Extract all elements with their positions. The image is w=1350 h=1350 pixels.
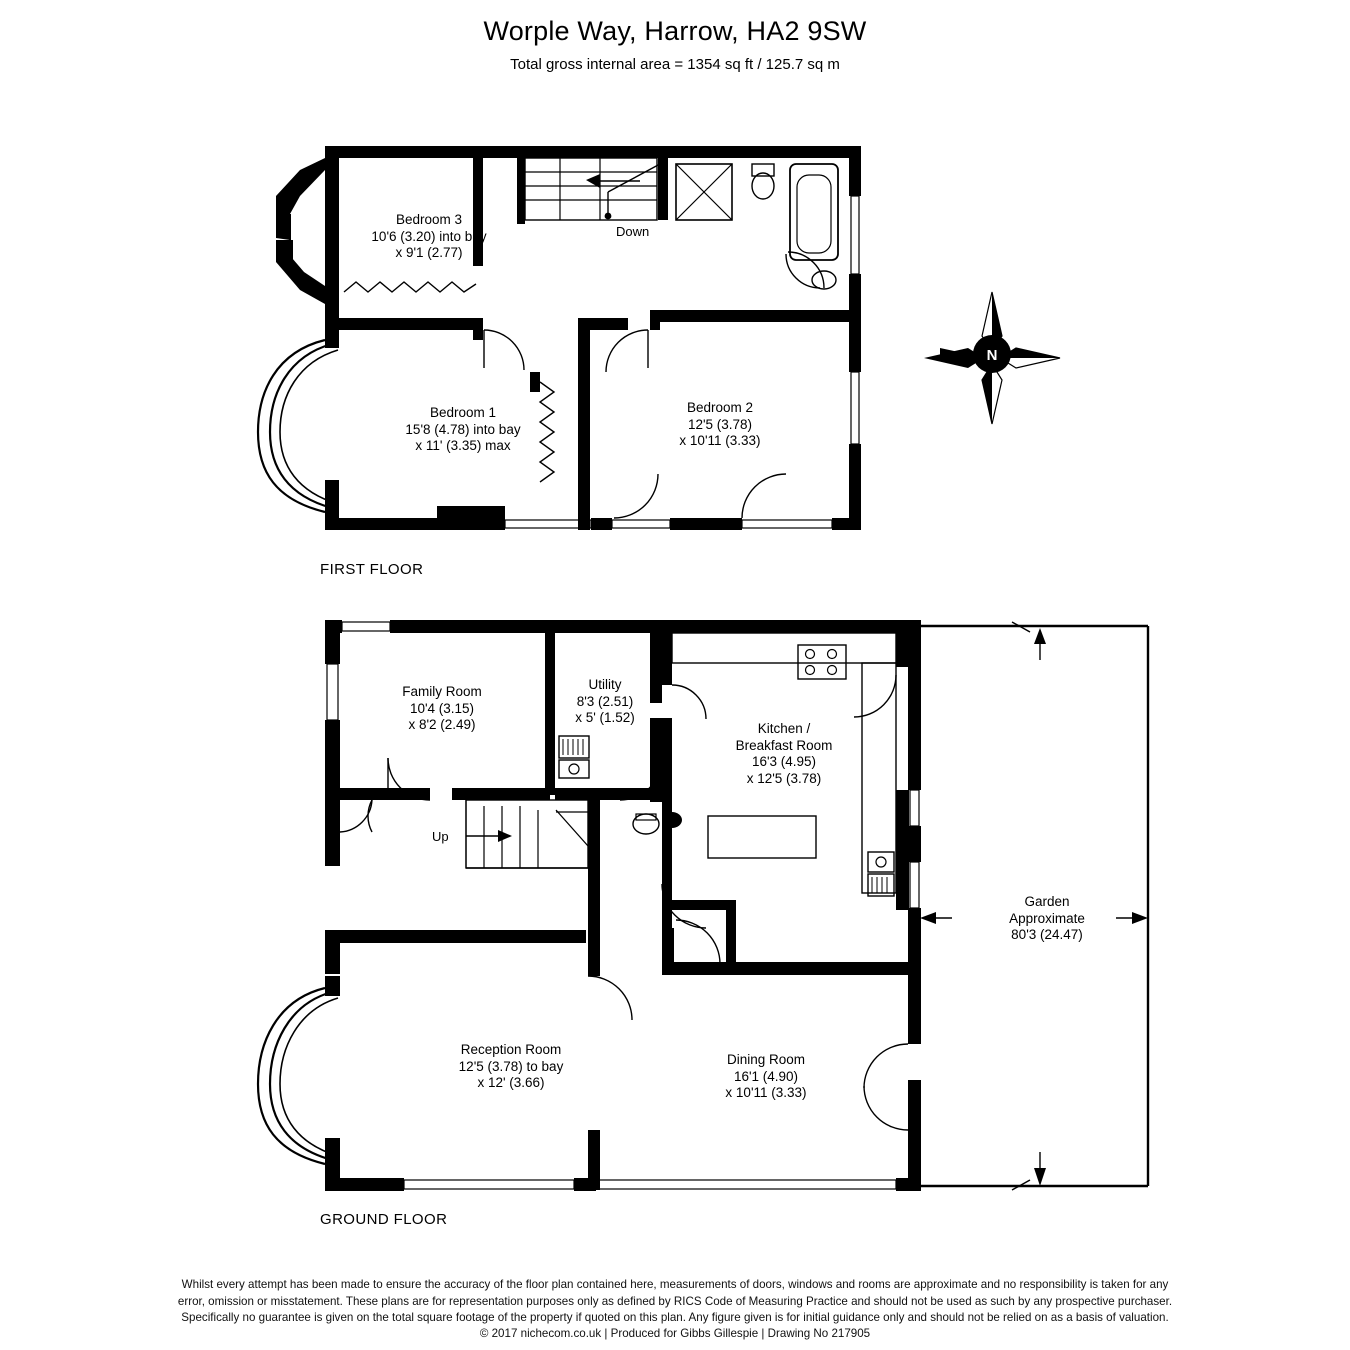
- disclaimer: [0, 1277, 1350, 1327]
- room-name: Family Room: [402, 684, 482, 699]
- room-dimension-1: 12'5 (3.78): [687, 416, 753, 432]
- room-label-bedroom-1: [348, 405, 578, 455]
- room-dimension-1: 10'6 (3.20) into bay: [371, 228, 487, 244]
- window-detail-bedroom3: [344, 282, 476, 292]
- room-name: Bedroom 2: [686, 400, 754, 415]
- room-dimension-2: x 12' (3.66): [477, 1075, 545, 1090]
- room-name: Dining Room: [726, 1052, 806, 1067]
- disclaimer-line-1: Whilst every attempt has been made to ensure the accuracy of the floor plan contained here, measurements of doors, windows and rooms are approximate and no responsibility is taken for any: [181, 1278, 1169, 1291]
- bay-window-bedroom3: [276, 158, 325, 304]
- room-label-kitchen-breakfast-room: [690, 721, 878, 787]
- room-dimension-2: x 10'11 (3.33): [679, 433, 761, 448]
- room-label-dining-room: [660, 1052, 872, 1102]
- room-dimension-2: x 9'1 (2.77): [395, 245, 463, 260]
- room-dimension-2: x 10'11 (3.33): [725, 1085, 807, 1100]
- room-label-bedroom-2: [620, 400, 820, 450]
- room-label-family-room: [338, 684, 546, 734]
- door-swing-bathroom: [788, 252, 824, 288]
- room-name: Utility: [588, 677, 622, 692]
- room-name: Kitchen /: [757, 721, 811, 736]
- room-dimension-2: x 12'5 (3.78): [746, 770, 822, 786]
- floor-label-first: FIRST FLOOR: [320, 561, 424, 578]
- floor-label-ground: GROUND FLOOR: [320, 1211, 448, 1228]
- room-dimension-1: 12'5 (3.78) to bay: [458, 1058, 564, 1074]
- room-dimension-1: 10'4 (3.15): [409, 700, 475, 716]
- bathroom-fixtures-first-floor: [676, 164, 838, 289]
- room-dimension-2: x 5' (1.52): [575, 710, 635, 725]
- utility-sink: [559, 736, 589, 778]
- copyright-line: © 2017 nichecom.co.uk | Produced for Gibbs Gillespie | Drawing No 217905: [479, 1327, 871, 1340]
- room-dimension-2: x 8'2 (2.49): [408, 717, 476, 732]
- page-title: Worple Way, Harrow, HA2 9SW: [483, 16, 867, 46]
- compass-rose: [924, 292, 1060, 424]
- garden-dimension: 80'3 (24.47): [1011, 927, 1083, 942]
- compass-north-letter: N: [986, 347, 998, 364]
- room-dimension-2: x 11' (3.35) max: [415, 438, 511, 453]
- room-dimension-1: 16'1 (4.90): [733, 1068, 799, 1084]
- stair-direction-up: Up: [432, 829, 449, 844]
- disclaimer-line-2: error, omission or misstatement. These plans are for representation purposes only as defined by RICS Code of Measuring Practice and should not be used as such by any prospective purchaser.: [177, 1294, 1173, 1308]
- garden-approx: Approximate: [1009, 910, 1085, 926]
- room-dimension-1: 16'3 (4.95): [751, 754, 817, 769]
- garden-label: [952, 894, 1142, 944]
- room-label-reception-room: [366, 1042, 656, 1092]
- room-name-line2: Breakfast Room: [735, 737, 833, 753]
- garden-title: Garden: [1024, 894, 1070, 909]
- staircase-down: [525, 158, 660, 220]
- room-dimension-1: 8'3 (2.51): [576, 693, 634, 709]
- room-dimension-1: 15'8 (4.78) into bay: [405, 421, 521, 437]
- room-label-bedroom-3: [324, 212, 534, 262]
- room-name: Bedroom 1: [429, 405, 497, 420]
- room-name: Reception Room: [460, 1042, 562, 1057]
- staircase-up: [466, 800, 588, 868]
- wc-fixtures: [633, 812, 682, 834]
- first-floor-plan: [258, 146, 861, 530]
- stair-direction-down: Down: [616, 224, 650, 239]
- room-name: Bedroom 3: [395, 212, 463, 227]
- room-label-utility: [520, 677, 690, 727]
- page-subtitle: Total gross internal area = 1354 sq ft / 125.7 sq m: [510, 56, 840, 73]
- disclaimer-line-3: Specifically no guarantee is given on the total square footage of the property if quoted on this plan. Any figure given is for initial guidance only and should not be relied on as a basis of valuation.: [181, 1311, 1169, 1324]
